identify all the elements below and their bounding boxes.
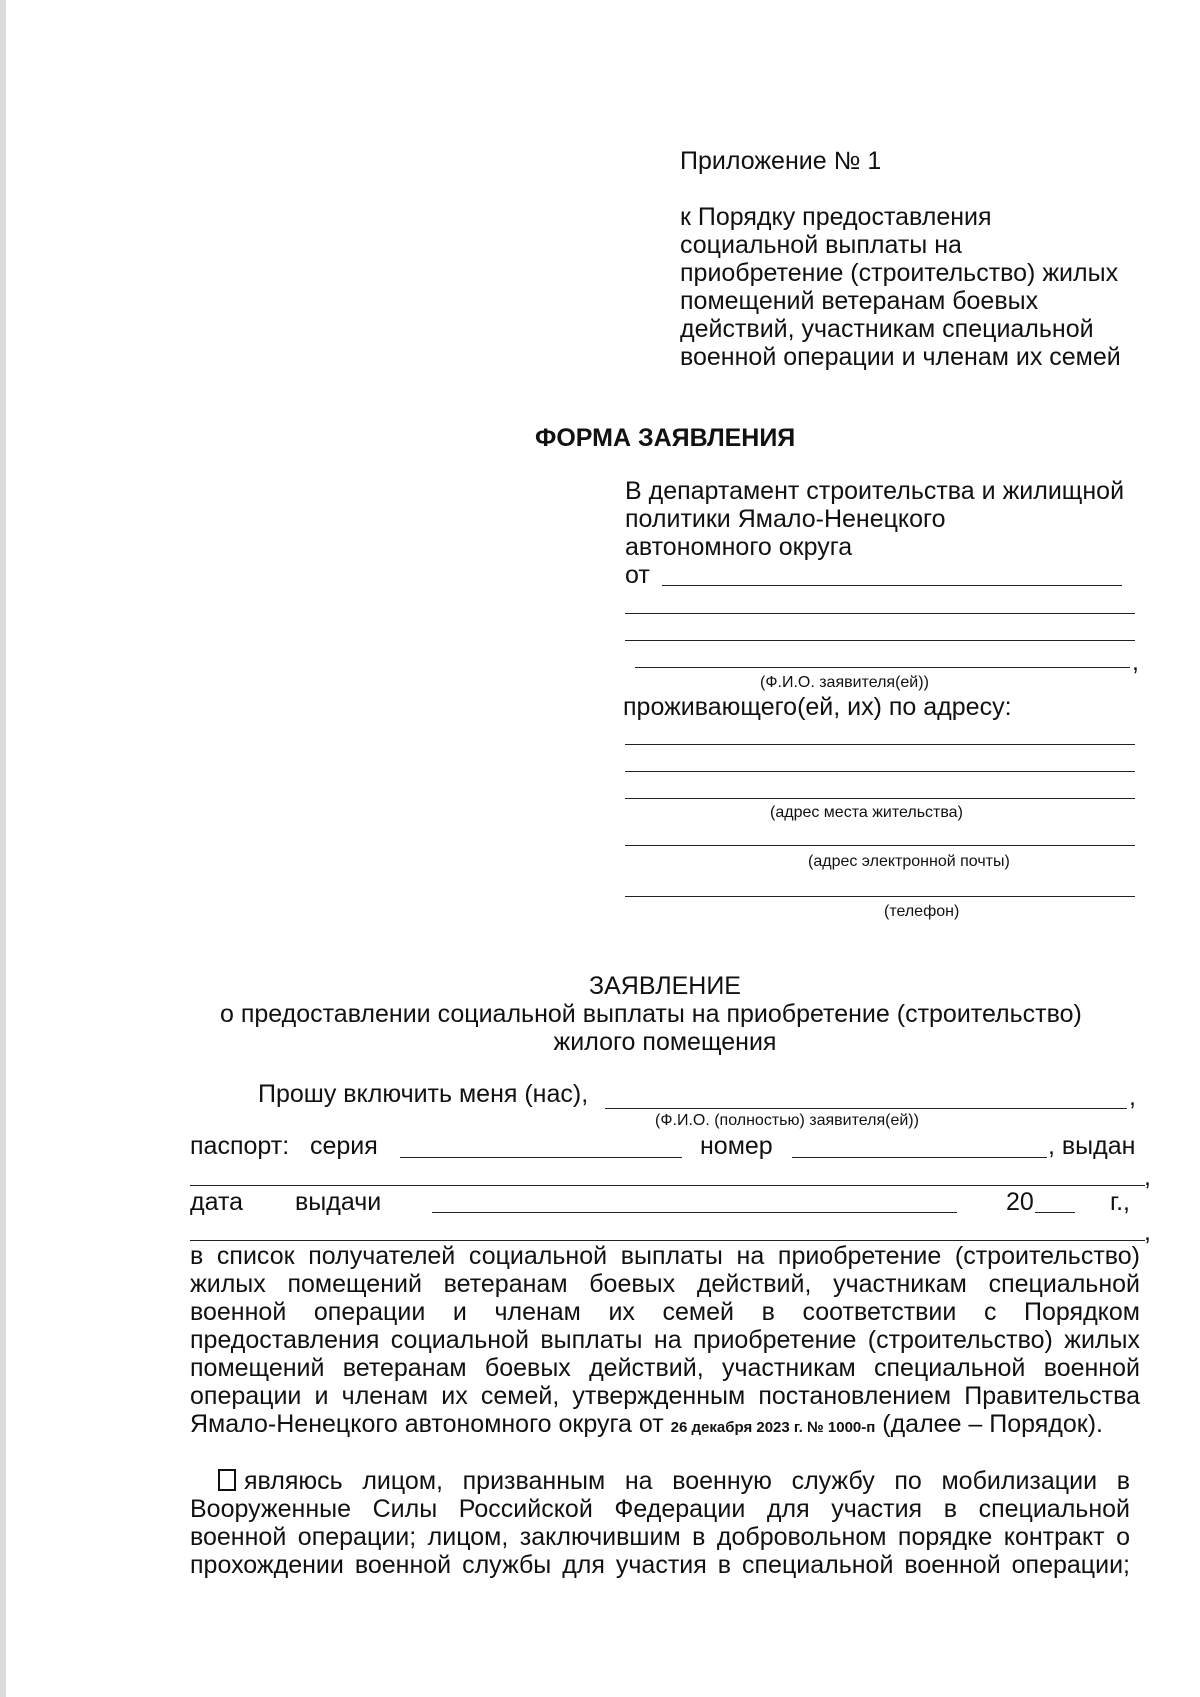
appendix-line: действий, участникам специальной	[680, 315, 1094, 343]
form-title: ФОРМА ЗАЯВЛЕНИЯ	[535, 424, 796, 452]
statement-subtitle: жилого помещения	[553, 1028, 777, 1056]
comma: ,	[1144, 1218, 1151, 1246]
checkbox-text-line: прохождении военной службы для участия в специальной военной операции;	[190, 1551, 1130, 1579]
addressee-line: автономного округа	[625, 533, 853, 561]
email-caption: (адрес электронной почты)	[808, 853, 1010, 870]
checkbox-line	[218, 1467, 1130, 1496]
decree-reference: 26 декабря 2023 г. № 1000-п	[670, 1419, 876, 1436]
checkbox-line-text: являюсь лицом, призванным на военную службу по мобилизации в	[244, 1467, 1130, 1495]
body-last-end: (далее – Порядок).	[882, 1410, 1104, 1438]
appendix-title: Приложение № 1	[680, 147, 882, 175]
comma: ,	[1132, 648, 1139, 676]
addressee-line: политики Ямало-Ненецкого	[625, 505, 946, 533]
address-line	[625, 798, 1135, 799]
issued-by-line	[190, 1185, 1145, 1186]
issue-label: выдачи	[295, 1188, 382, 1216]
body-line: в список получателей социальной выплаты на приобретение (строительство)	[190, 1242, 1140, 1270]
fio-full-caption: (Ф.И.О. (полностью) заявителя(ей))	[655, 1112, 919, 1129]
statement-title: ЗАЯВЛЕНИЕ	[588, 972, 741, 1000]
address-line	[625, 744, 1135, 745]
year-line	[1035, 1212, 1075, 1213]
request-prefix: Прошу включить меня (нас),	[258, 1080, 589, 1108]
address-line	[625, 771, 1135, 772]
comma: ,	[1144, 1163, 1151, 1191]
page-edge	[0, 0, 6, 1697]
residing-label: проживающего(ей, их) по адресу:	[623, 693, 1012, 721]
appendix-line: военной операции и членам их семей	[680, 343, 1121, 371]
checkbox-text-line: военной операции; лицом, заключившим в добровольном порядке контракт о	[190, 1523, 1130, 1551]
from-line	[625, 613, 1135, 614]
phone-caption: (телефон)	[884, 903, 960, 920]
series-line	[400, 1157, 682, 1158]
from-line	[625, 640, 1135, 641]
statement-subtitle: о предоставлении социальной выплаты на приобретение (строительство)	[220, 1000, 1082, 1028]
from-line	[662, 585, 1122, 586]
appendix-line: приобретение (строительство) жилых	[680, 259, 1119, 287]
body-line: операции и членам их семей, утвержденным постановлением Правительства	[190, 1382, 1140, 1410]
body-line: военной операции и членам их семей в соответствии с Порядком	[190, 1298, 1140, 1326]
appendix-line: помещений ветеранам боевых	[680, 287, 1039, 315]
body-line: помещений ветеранам боевых действий, участникам специальной военной	[190, 1354, 1140, 1382]
address-caption: (адрес места жительства)	[770, 804, 963, 821]
checkbox-text-line: Вооруженные Силы Российской Федерации для участия в специальной	[190, 1495, 1130, 1523]
number-label: номер	[700, 1132, 773, 1160]
number-line	[792, 1157, 1047, 1158]
body-last-start: Ямало-Ненецкого автономного округа от	[190, 1410, 664, 1438]
comma: ,	[1129, 1083, 1136, 1111]
addressee-line: В департамент строительства и жилищной	[625, 477, 1125, 505]
series-label: серия	[310, 1132, 378, 1160]
date-label: дата	[190, 1188, 244, 1216]
extra-line	[190, 1240, 1145, 1241]
body-line: жилых помещений ветеранам боевых действий, участникам специальной	[190, 1270, 1140, 1298]
appendix-line: к Порядку предоставления	[680, 203, 992, 231]
issued-label: , выдан	[1048, 1132, 1136, 1160]
checkbox[interactable]	[218, 1469, 236, 1491]
from-line	[635, 667, 1130, 668]
fio-full-line	[605, 1108, 1127, 1109]
body-last-line	[190, 1410, 1140, 1442]
email-line	[625, 845, 1135, 846]
body-line: предоставления социальной выплаты на приобретение (строительство) жилых	[190, 1326, 1140, 1354]
appendix-line: социальной выплаты на	[680, 231, 962, 259]
year-prefix: 20	[1006, 1188, 1034, 1216]
date-line	[432, 1212, 957, 1213]
passport-label: паспорт:	[190, 1132, 290, 1160]
phone-line	[625, 896, 1135, 897]
year-suffix: г.,	[1110, 1188, 1130, 1216]
from-label: от	[625, 561, 650, 589]
fio-caption: (Ф.И.О. заявителя(ей))	[760, 674, 929, 691]
